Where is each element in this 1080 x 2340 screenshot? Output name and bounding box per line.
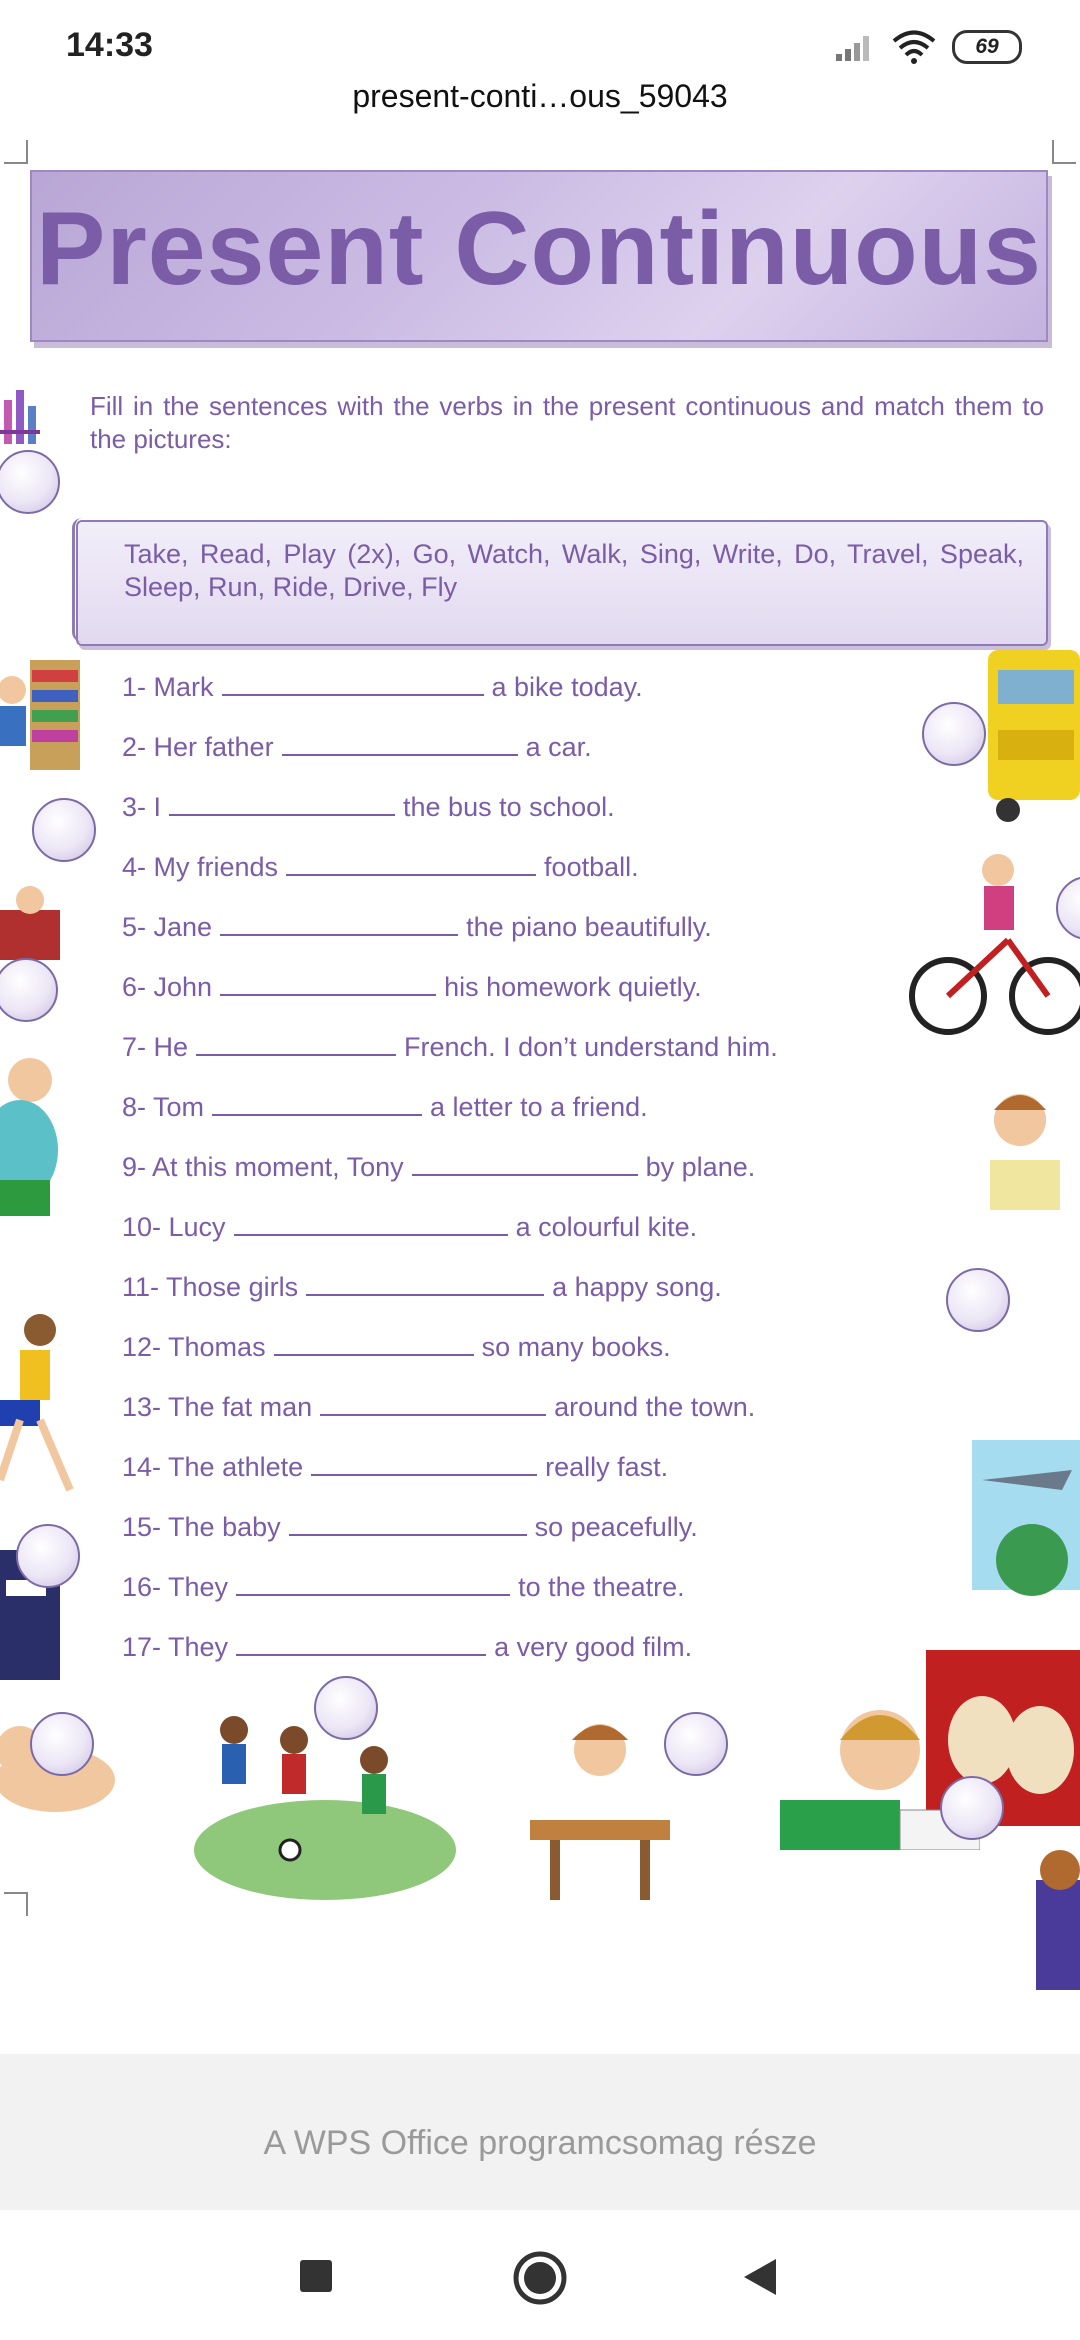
answer-blank[interactable] [306,1276,544,1296]
answer-blank[interactable] [196,1036,396,1056]
title-banner [30,170,1048,342]
home-button[interactable] [512,2250,568,2306]
navigation-bar [0,2210,1080,2340]
match-circle[interactable] [16,1524,80,1588]
back-button[interactable] [740,2256,780,2298]
answer-blank[interactable] [320,1396,546,1416]
runner-picture [0,1310,90,1510]
footer-text: A WPS Office programcsomag része [263,2124,817,2162]
match-circle[interactable] [664,1712,728,1776]
answer-blank[interactable] [220,916,458,936]
match-circle[interactable] [0,450,60,514]
status-icons [834,30,1022,64]
signal-icon [834,32,876,62]
document-page[interactable] [0,140,1080,1920]
verb-list: Take, Read, Play (2x), Go, Watch, Walk, Sing, Write, Do, Travel, Speak, Sleep, Run, Ride, Drive, Fly [124,539,1024,602]
school-bus-picture [984,640,1080,830]
piano-girl-picture [0,880,70,970]
clock: 14:33 [66,26,153,64]
sentence-9: 9- At this moment, Tony by plane. [122,1152,756,1182]
crop-mark [4,140,28,164]
battery-level: 69 [975,35,999,58]
sentence-15: 15- The baby so peacefully. [122,1512,698,1542]
status-bar [0,0,1080,80]
sentence-1: 1- Mark a bike today. [122,672,643,702]
answer-blank[interactable] [220,976,436,996]
footer-banner [0,2054,1080,2210]
document-filename: present-conti…ous_59043 [352,78,728,114]
pencil-picture [0,430,40,438]
page-title: Present Continuous [35,191,1043,307]
pencils-picture [0,380,40,450]
sentence-14: 14- The athlete really fast. [122,1452,669,1482]
answer-blank[interactable] [286,856,536,876]
sentence-10: 10- Lucy a colourful kite. [122,1212,698,1242]
match-circle[interactable] [0,958,58,1022]
answer-blank[interactable] [282,736,518,756]
girl-studying-picture [520,1710,680,1910]
plane-and-globe-picture [972,1440,1080,1600]
sentence-11: 11- Those girls a happy song. [122,1272,722,1302]
boy-on-bike-picture [908,850,1080,1040]
answer-blank[interactable] [236,1576,510,1596]
sentence-16: 16- They to the theatre. [122,1572,685,1602]
sentence-5: 5- Jane the piano beautifully. [122,912,712,942]
wifi-icon [892,30,936,64]
fat-man-picture [0,1050,60,1220]
crop-mark [4,1892,28,1916]
answer-blank[interactable] [222,676,484,696]
answer-blank[interactable] [234,1216,508,1236]
girl-writing-picture [960,1080,1080,1230]
match-circle[interactable] [314,1676,378,1740]
crop-mark [1052,140,1076,164]
sentence-6: 6- John his homework quietly. [122,972,702,1002]
boy-with-books-picture [0,650,90,780]
answer-blank[interactable] [289,1516,527,1536]
answer-blank[interactable] [311,1456,537,1476]
match-circle[interactable] [32,798,96,862]
sentence-8: 8- Tom a letter to a friend. [122,1092,648,1122]
recent-apps-button[interactable] [298,2258,334,2294]
sentence-13: 13- The fat man around the town. [122,1392,756,1422]
sentence-7: 7- He French. I don’t understand him. [122,1032,778,1062]
match-circle[interactable] [922,702,986,766]
verb-box [76,520,1048,646]
match-circle[interactable] [30,1712,94,1776]
answer-blank[interactable] [412,1156,638,1176]
answer-blank[interactable] [212,1096,422,1116]
sentence-17: 17- They a very good film. [122,1632,693,1662]
match-circle[interactable] [946,1268,1010,1332]
answer-blank[interactable] [169,796,395,816]
sentence-3: 3- I the bus to school. [122,792,615,822]
sentence-4: 4- My friends football. [122,852,639,882]
sentence-12: 12- Thomas so many books. [122,1332,671,1362]
instructions: Fill in the sentences with the verbs in the present continuous and match them to the pictures: [90,391,1044,454]
answer-blank[interactable] [274,1336,474,1356]
sentence-2: 2- Her father a car. [122,732,592,762]
answer-blank[interactable] [236,1636,486,1656]
partial-picture [1030,1840,1080,2000]
match-circle[interactable] [940,1776,1004,1840]
battery-icon [952,30,1022,64]
